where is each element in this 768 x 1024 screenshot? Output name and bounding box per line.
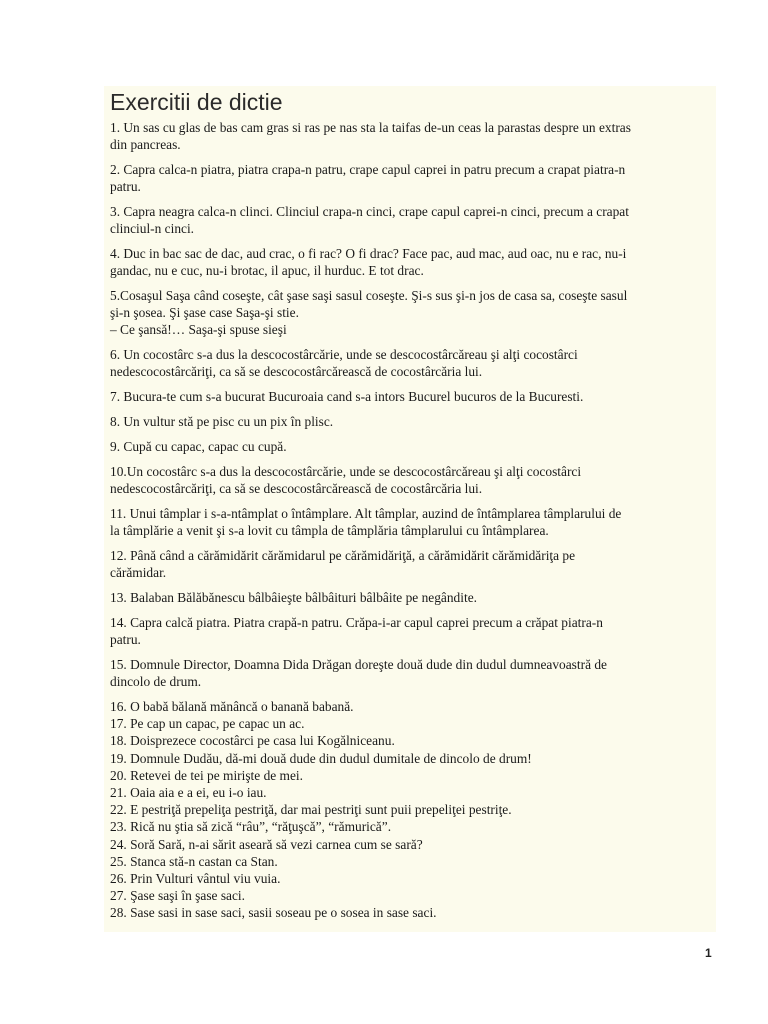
paragraph-line: clinciul-n cinci. — [110, 221, 195, 236]
paragraph-line: 7. Bucura-te cum s-a bucurat Bucuroaia cand s-a intors Bucurel bucuros de la Bucuresti. — [110, 389, 584, 404]
paragraph-line: 4. Duc in bac sac de dac, aud crac, o fi rac? O fi drac? Face pac, aud mac, aud oac, nu e rac, nu-i — [110, 246, 627, 261]
exercise-list-item: 27. Şase saşi în şase saci. — [110, 888, 245, 904]
exercise-paragraph — [110, 346, 714, 380]
page-number: 1 — [705, 946, 712, 960]
exercise-paragraph — [110, 547, 714, 581]
exercise-list-item: 24. Soră Sară, n-ai sărit aseară să vezi carnea cum se sară? — [110, 836, 423, 852]
paragraph-line: dincolo de drum. — [110, 674, 202, 689]
paragraph-line: nedescocostârcăriţi, ca să se descocostârcărească de cocostârcăria lui. — [110, 481, 483, 496]
paragraph-line: 9. Cupă cu capac, capac cu cupă. — [110, 439, 287, 454]
paragraph-line: 3. Capra neagra calca-n clinci. Clinciul crapa-n cinci, crape capul caprei-n cinci, precum a crapat — [110, 204, 629, 219]
exercise-paragraph — [110, 589, 714, 606]
paragraph-line: 14. Capra calcă piatra. Piatra crapă-n patru. Crăpa-i-ar capul caprei precum a crăpat piatra-n — [110, 615, 603, 630]
document-body — [110, 119, 714, 922]
exercise-list-item: 16. O babă bălană mănâncă o banană babană. — [110, 699, 354, 714]
exercise-paragraph — [110, 287, 714, 338]
exercise-paragraph — [110, 203, 714, 237]
paragraph-line: 6. Un cocostârc s-a dus la descocostârcărie, unde se descocostârcăreau şi alţi cocostârci — [110, 347, 578, 362]
paragraph-line: 13. Balaban Bălăbănescu bâlbâieşte bâlbâituri bâlbâite pe negândite. — [110, 590, 477, 605]
exercise-list — [110, 698, 714, 922]
exercise-list-item: 28. Sase sasi in sase saci, sasii soseau pe o sosea in sase saci. — [110, 905, 437, 921]
exercise-list-item: 18. Doisprezece cocostârci pe casa lui Kogălniceanu. — [110, 733, 395, 749]
exercise-paragraph — [110, 505, 714, 539]
paragraph-line: 5.Cosaşul Saşa când coseşte, cât şase saşi sasul coseşte. Şi-s sus şi-n jos de casa sa, coseşte sasul — [110, 288, 628, 303]
exercise-paragraph — [110, 388, 714, 405]
exercise-list-item: 22. E pestriţă prepeliţa pestriţă, dar mai pestriţi sunt puii prepeliţei pestriţe. — [110, 802, 512, 818]
exercise-list-item: 19. Domnule Dudău, dă-mi două dude din dudul dumitale de dincolo de drum! — [110, 750, 532, 766]
paragraph-line: gandac, nu e cuc, nu-i brotac, il apuc, il hurduc. E tot drac. — [110, 263, 424, 278]
paragraph-line: 15. Domnule Director, Doamna Dida Drăgan doreşte două dude din dudul dumneavoastră de — [110, 657, 608, 672]
exercise-paragraph — [110, 614, 714, 648]
exercise-paragraph — [110, 245, 714, 279]
exercise-paragraph — [110, 438, 714, 455]
paragraph-line: 10.Un cocostârc s-a dus la descocostârcărie, unde se descocostârcăreau şi alţi cocostârci — [110, 464, 582, 479]
paragraph-line: patru. — [110, 179, 141, 194]
exercise-paragraph — [110, 463, 714, 497]
document-title: Exercitii de dictie — [110, 89, 283, 115]
exercise-paragraph — [110, 656, 714, 690]
paragraph-line: 11. Unui tâmplar i s-a-ntâmplat o întâmplare. Alt tâmplar, auzind de întâmplarea tâmplarului de — [110, 506, 622, 521]
paragraph-line: 8. Un vultur stă pe pisc cu un pix în plisc. — [110, 414, 334, 429]
paragraph-line: la tâmplărie a venit şi s-a lovit cu tâmpla de tâmplăria tâmplarului cu întâmplarea. — [110, 523, 549, 538]
paragraph-line: din pancreas. — [110, 137, 181, 152]
paragraph-line: 12. Până când a cărămidărit cărămidarul pe cărămidăriţă, a cărămidărit cărămidăriţa pe — [110, 548, 576, 563]
paragraph-line: – Ce şansă!… Saşa-şi spuse sieşi — [110, 322, 287, 337]
exercise-list-item: 26. Prin Vulturi vântul viu vuia. — [110, 871, 281, 887]
paragraph-list — [110, 119, 714, 690]
paragraph-line: şi-n şosea. Şi şase case Saşa-şi stie. — [110, 305, 299, 320]
exercise-paragraph — [110, 161, 714, 195]
paragraph-line: patru. — [110, 632, 141, 647]
exercise-paragraph — [110, 413, 714, 430]
paragraph-line: cărămidar. — [110, 565, 167, 580]
paragraph-line: 2. Capra calca-n piatra, piatra crapa-n patru, crape capul caprei in patru precum a crapat piatra-n — [110, 162, 626, 177]
exercise-list-item: 17. Pe cap un capac, pe capac un ac. — [110, 716, 305, 732]
exercise-paragraph — [110, 119, 714, 153]
exercise-list-item: 21. Oaia aia e a ei, eu i-o iau. — [110, 785, 267, 801]
paragraph-line: nedescocostârcăriţi, ca să se descocostârcărească de cocostârcăria lui. — [110, 364, 483, 379]
paragraph-line: 1. Un sas cu glas de bas cam gras si ras pe nas sta la taifas de-un ceas la parastas despre un extras — [110, 120, 631, 135]
exercise-list-item: 20. Retevei de tei pe mirişte de mei. — [110, 767, 303, 783]
exercise-list-item: 25. Stanca stă-n castan ca Stan. — [110, 853, 278, 869]
exercise-list-item: 23. Rică nu ştia să zică “râu”, “răţuşcă”, “rămurică”. — [110, 819, 392, 835]
